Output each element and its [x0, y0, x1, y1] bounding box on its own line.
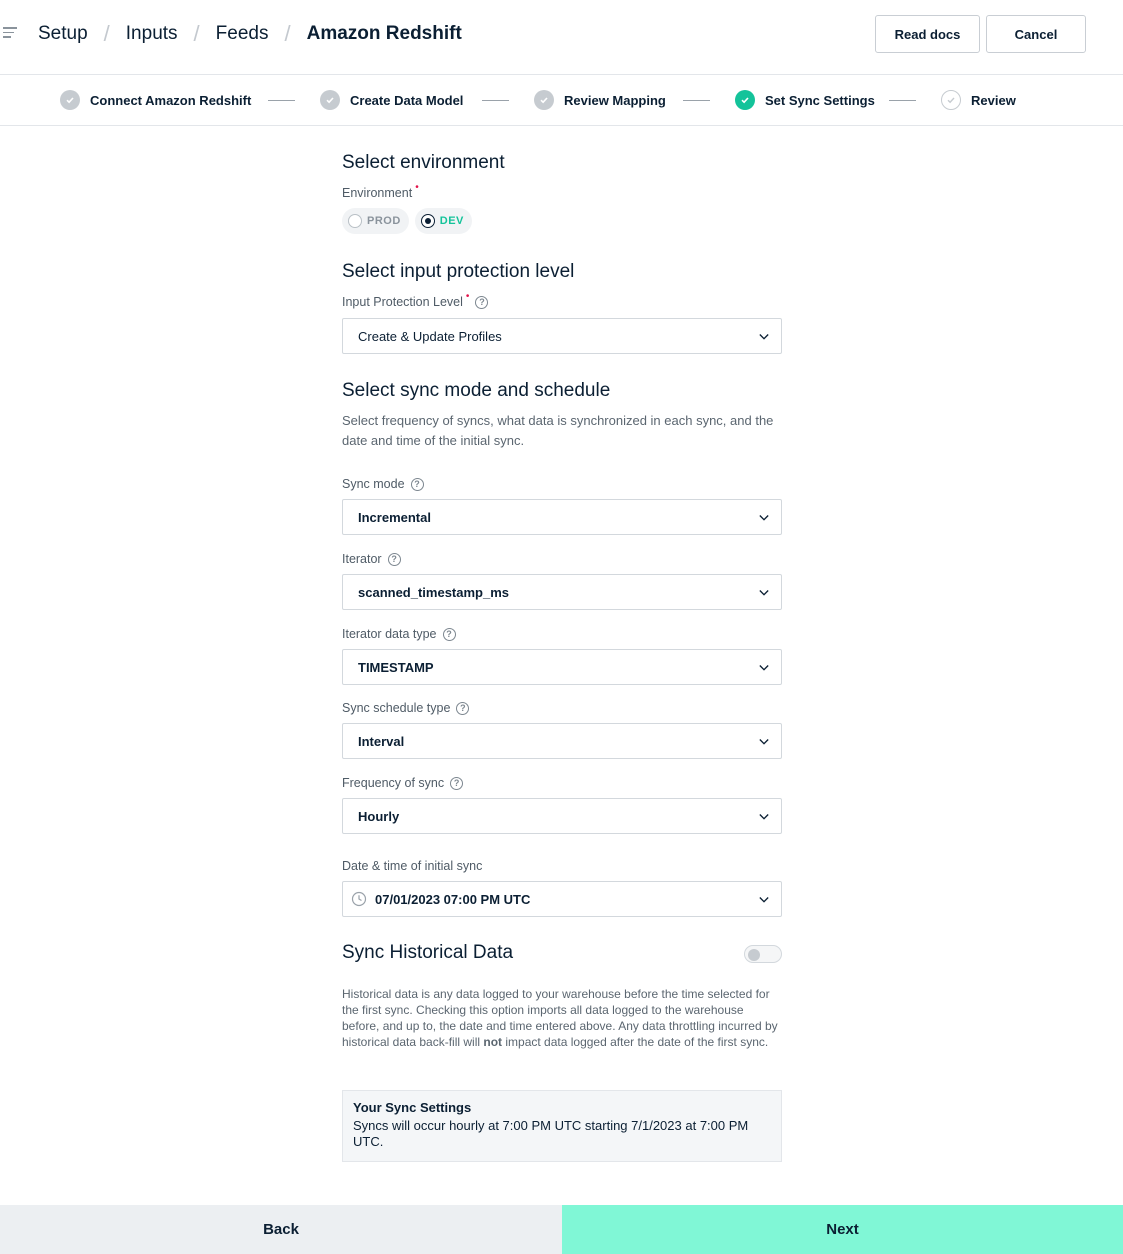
hamburger-menu-icon[interactable] [3, 27, 17, 39]
step-label: Review [971, 92, 1016, 108]
select-value: Incremental [358, 509, 431, 525]
check-circle-outline-icon [941, 90, 961, 110]
step-connector [889, 100, 916, 101]
chevron-down-icon [759, 332, 769, 342]
chevron-down-icon [759, 513, 769, 523]
environment-prod-radio[interactable] [342, 208, 409, 234]
help-icon[interactable]: ? [388, 553, 401, 566]
initial-sync-label-text: Date & time of initial sync [342, 859, 483, 873]
help-icon[interactable]: ? [450, 777, 463, 790]
chevron-down-icon [759, 588, 769, 598]
protection-label-text: Input Protection Level [342, 295, 463, 309]
iterator-type-label [342, 627, 456, 641]
sync-description: Select frequency of syncs, what data is synchronized in each sync, and the date and time of the initial sync. [342, 413, 774, 448]
breadcrumb-separator: / [193, 21, 200, 46]
radio-label: DEV [439, 215, 464, 227]
initial-sync-datetime-picker[interactable] [342, 881, 782, 917]
check-circle-icon [320, 90, 340, 110]
select-value: scanned_timestamp_ms [358, 584, 510, 600]
chevron-down-icon [759, 663, 769, 673]
schedule-type-label-text: Sync schedule type [342, 701, 451, 715]
sync-settings-summary [342, 1090, 782, 1162]
historical-text: impact data logged after the date of the first sync. [502, 1035, 769, 1049]
chevron-down-icon [759, 737, 769, 747]
radio-circle-icon [348, 214, 362, 228]
breadcrumb-feeds[interactable]: Feeds [215, 23, 269, 44]
back-button[interactable]: Back [0, 1205, 562, 1254]
summary-title: Your Sync Settings [353, 1100, 472, 1115]
iterator-label [342, 552, 401, 566]
environment-heading: Select environment [342, 152, 505, 173]
step-connector [268, 100, 295, 101]
protection-heading: Select input protection level [342, 261, 575, 282]
select-value: Hourly [358, 808, 400, 824]
help-icon[interactable]: ? [475, 296, 488, 309]
step-label: Set Sync Settings [765, 92, 875, 108]
step-label: Connect Amazon Redshift [90, 92, 252, 108]
historical-text-bold: not [483, 1035, 503, 1049]
radio-selected-icon [421, 214, 435, 228]
step-review[interactable] [941, 90, 1016, 110]
help-icon[interactable]: ? [456, 702, 469, 715]
select-value: Interval [358, 733, 405, 749]
schedule-type-select[interactable] [342, 723, 782, 759]
read-docs-button[interactable]: Read docs [875, 15, 980, 53]
environment-label [342, 181, 419, 200]
iterator-type-select[interactable] [342, 649, 782, 685]
check-circle-icon [60, 90, 80, 110]
sync-mode-label-text: Sync mode [342, 477, 405, 491]
wizard-stepper [0, 75, 1123, 126]
protection-label [342, 290, 488, 309]
schedule-type-label [342, 701, 469, 715]
sync-mode-select[interactable] [342, 499, 782, 535]
environment-label-text: Environment [342, 186, 413, 200]
next-button[interactable]: Next [562, 1205, 1123, 1254]
summary-body: Syncs will occur hourly at 7:00 PM UTC starting 7/1/2023 at 7:00 PM UTC. [353, 1118, 749, 1149]
top-header [0, 0, 1123, 75]
initial-sync-label [342, 859, 482, 873]
iterator-select[interactable] [342, 574, 782, 610]
chevron-down-icon [759, 812, 769, 822]
historical-text: Historical data is any data logged to your warehouse before the time selected for the first sync. Checking this option imports all data logged to the warehouse before, and up to, the date and time entered above. Any data throttling incurred by historical data back-fill will [342, 987, 778, 1049]
historical-description [342, 986, 782, 1050]
select-value: TIMESTAMP [358, 659, 434, 675]
environment-dev-radio[interactable] [415, 208, 472, 234]
environment-radio-group [342, 208, 472, 234]
step-label: Create Data Model [350, 92, 464, 108]
breadcrumb-setup[interactable]: Setup [38, 23, 88, 44]
frequency-select[interactable] [342, 798, 782, 834]
breadcrumb-separator: / [103, 21, 110, 46]
toggle-knob [748, 949, 760, 961]
step-connect[interactable] [60, 90, 251, 110]
protection-level-select[interactable] [342, 318, 782, 354]
step-review-mapping[interactable] [534, 90, 666, 110]
frequency-label-text: Frequency of sync [342, 776, 445, 790]
step-sync-settings[interactable] [735, 90, 875, 110]
step-label: Review Mapping [564, 92, 666, 108]
help-icon[interactable]: ? [443, 628, 456, 641]
select-value: Create & Update Profiles [358, 328, 502, 344]
breadcrumb-current: Amazon Redshift [306, 23, 462, 44]
cancel-button[interactable]: Cancel [986, 15, 1086, 53]
clock-icon [351, 891, 367, 907]
iterator-type-label-text: Iterator data type [342, 627, 437, 641]
help-icon[interactable]: ? [411, 478, 424, 491]
step-connector [482, 100, 509, 101]
frequency-label [342, 776, 463, 790]
sync-heading: Select sync mode and schedule [342, 380, 611, 401]
sync-mode-label [342, 477, 424, 491]
breadcrumb [38, 20, 462, 48]
iterator-label-text: Iterator [342, 552, 382, 566]
required-mark: • [415, 181, 419, 193]
radio-label: PROD [367, 215, 401, 227]
historical-heading: Sync Historical Data [342, 942, 514, 963]
chevron-down-icon [759, 895, 769, 905]
breadcrumb-inputs[interactable]: Inputs [125, 23, 178, 44]
step-connector [683, 100, 710, 101]
check-circle-icon [534, 90, 554, 110]
breadcrumb-separator: / [284, 21, 291, 46]
select-value: 07/01/2023 07:00 PM UTC [375, 891, 531, 907]
step-data-model[interactable] [320, 90, 463, 110]
check-circle-icon [735, 90, 755, 110]
historical-data-toggle[interactable] [744, 945, 782, 963]
required-mark: • [465, 290, 470, 302]
